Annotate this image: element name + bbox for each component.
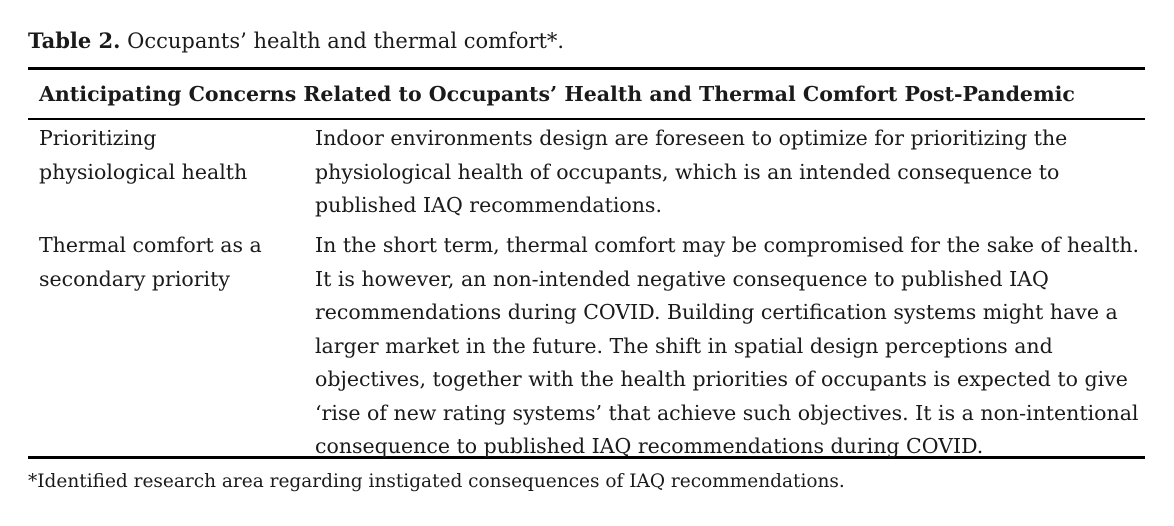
description-line: larger market in the future. The shift in spatial design perceptions and <box>315 333 1053 358</box>
row-description-cell <box>315 229 1145 456</box>
topic-line: Prioritizing <box>39 126 157 150</box>
table-row <box>28 229 1145 456</box>
row-topic-cell <box>28 229 315 456</box>
description-line: published IAQ recommendations. <box>315 193 662 217</box>
description-line: Indoor environments design are foreseen to optimize for prioritizing the <box>315 126 1068 150</box>
description-line: recommendations during COVID. Building certification systems might have a <box>315 300 1118 324</box>
table-caption-text: Occupants’ health and thermal comfort*. <box>120 29 565 53</box>
topic-line: physiological health <box>39 159 248 184</box>
table-caption <box>28 27 564 55</box>
table-row <box>28 120 1145 229</box>
description-line: objectives, together with the health priorities of occupants is expected to give <box>315 367 1128 391</box>
description-line: consequence to published IAQ recommendations during COVID. <box>315 434 984 458</box>
row-topic-cell <box>28 122 315 229</box>
table-header: Anticipating Concerns Related to Occupants’ Health and Thermal Comfort Post-Pandemic <box>39 82 1075 106</box>
description-line: physiological health of occupants, which is an intended consequence to <box>315 159 1060 184</box>
description-line: In the short term, thermal comfort may be compromised for the sake of health. <box>315 233 1140 257</box>
row-description-cell <box>315 122 1145 229</box>
table-footnote: *Identified research area regarding instigated consequences of IAQ recommendations. <box>28 471 845 492</box>
description-line: ‘rise of new rating systems’ that achieve such objectives. It is a non-intentional <box>315 400 1139 425</box>
table <box>28 67 1145 459</box>
description-line: It is however, an non-intended negative consequence to published IAQ <box>315 266 1049 291</box>
table-caption-label: Table 2. <box>28 28 121 53</box>
topic-line: Thermal comfort as a <box>39 233 262 257</box>
topic-line: secondary priority <box>39 266 230 291</box>
